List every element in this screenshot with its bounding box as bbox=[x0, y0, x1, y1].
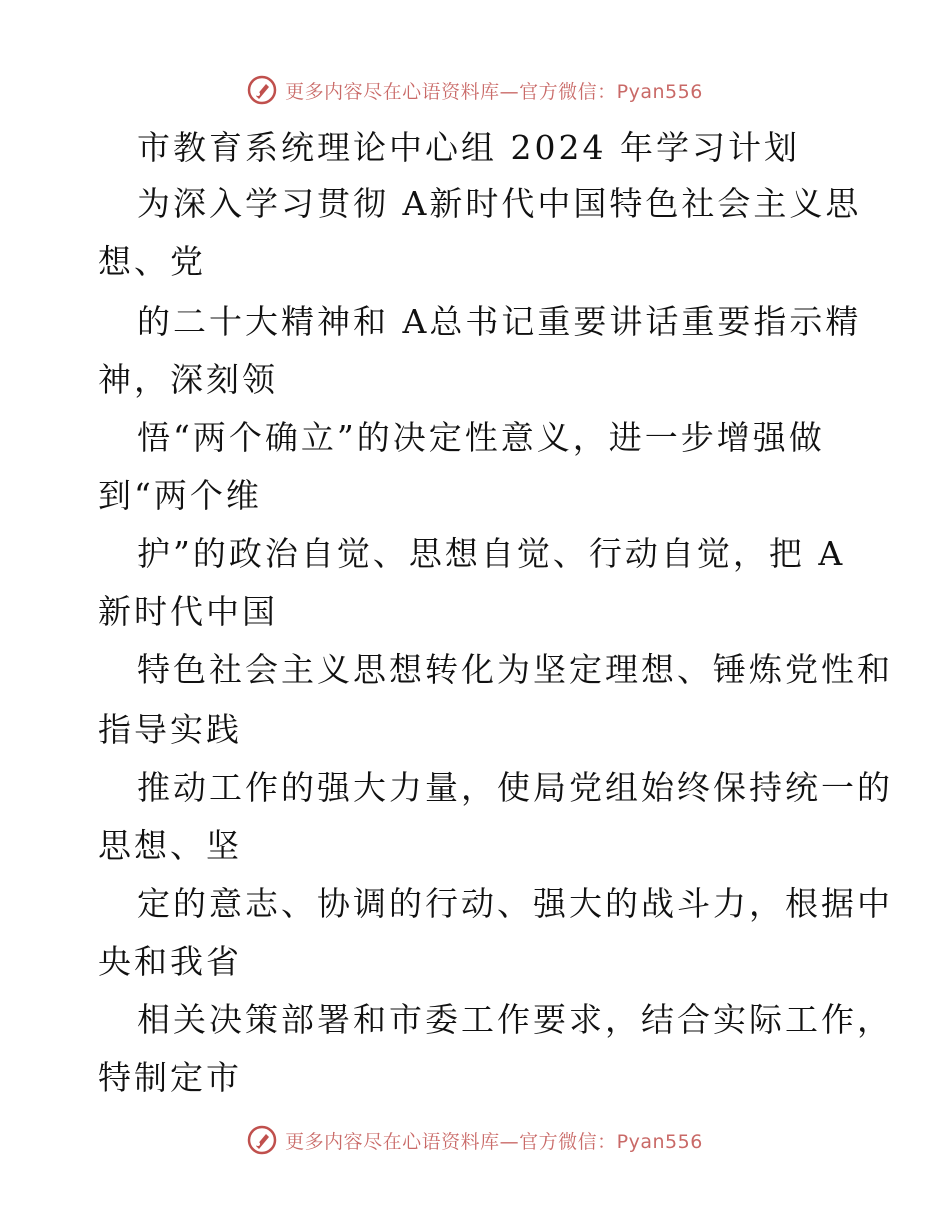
paragraph-line: 指导实践 bbox=[98, 710, 242, 749]
paragraph-line: 新时代中国 bbox=[98, 592, 278, 631]
paragraph-line: 悟“两个确立”的决定性意义，进一步增强做 bbox=[137, 418, 825, 457]
footer-watermark bbox=[0, 1122, 950, 1158]
paragraph-line: 思想、坚 bbox=[98, 826, 242, 865]
paragraph-line: 特制定市 bbox=[98, 1058, 242, 1097]
paragraph-line: 护”的政治自觉、思想自觉、行动自觉，把 A bbox=[137, 534, 846, 573]
document-title: 市教育系统理论中心组 2024 年学习计划 bbox=[137, 128, 800, 167]
watermark-text: 更多内容尽在心语资料库—官方微信：Pyan556 bbox=[285, 80, 703, 103]
header-watermark bbox=[0, 72, 950, 108]
paragraph-line: 相关决策部署和市委工作要求，结合实际工作， bbox=[137, 1000, 893, 1039]
paragraph-line: 到“两个维 bbox=[98, 476, 262, 515]
paragraph-line: 为深入学习贯彻 A新时代中国特色社会主义思 bbox=[137, 184, 862, 223]
paragraph-line: 推动工作的强大力量，使局党组始终保持统一的 bbox=[137, 768, 893, 807]
paragraph-line: 的二十大精神和 A总书记重要讲话重要指示精 bbox=[137, 302, 862, 341]
watermark-text: 更多内容尽在心语资料库—官方微信：Pyan556 bbox=[285, 1130, 703, 1153]
paragraph-line: 定的意志、协调的行动、强大的战斗力，根据中 bbox=[137, 884, 893, 923]
paragraph-line: 特色社会主义思想转化为坚定理想、锤炼党性和 bbox=[137, 650, 893, 689]
paragraph-line: 想、党 bbox=[98, 242, 206, 281]
paragraph-line: 神，深刻领 bbox=[98, 360, 278, 399]
paragraph-line: 央和我省 bbox=[98, 942, 242, 981]
pen-logo-icon bbox=[247, 1125, 277, 1155]
pen-logo-icon bbox=[247, 75, 277, 105]
